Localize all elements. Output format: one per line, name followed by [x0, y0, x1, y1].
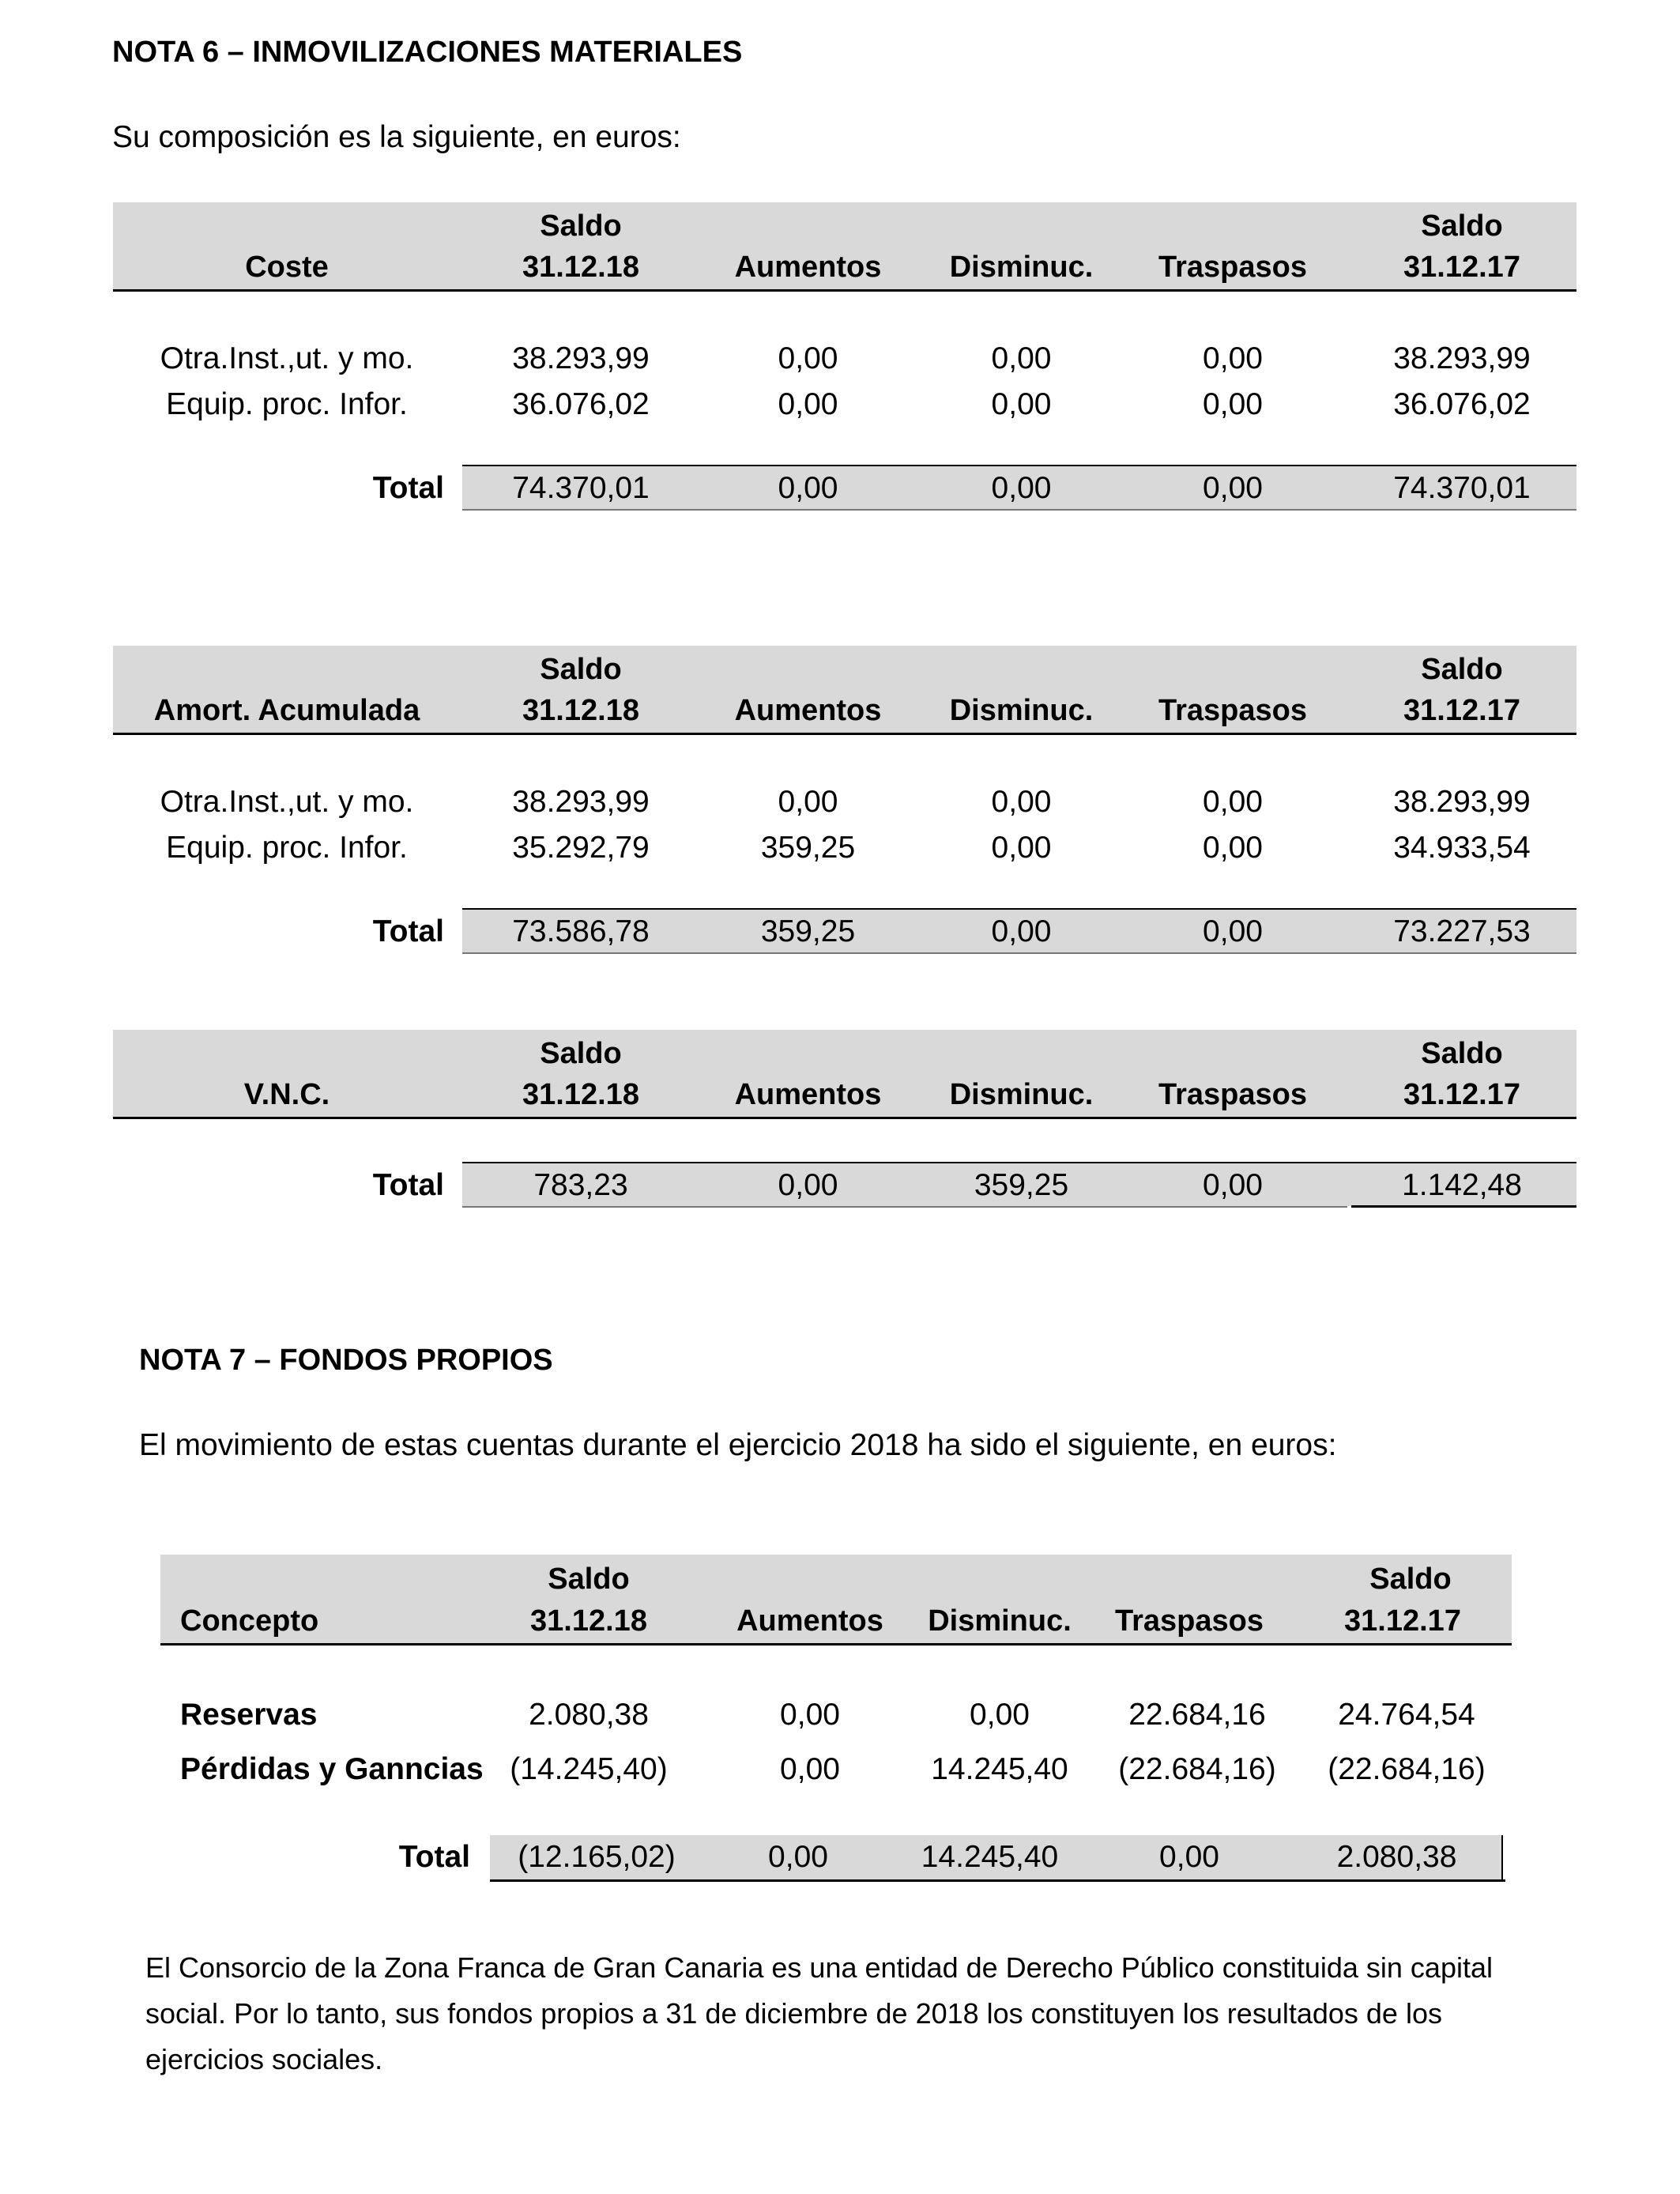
vnc-col-date-b: 31.12.17: [1403, 1078, 1520, 1111]
fondos-cell: (22.684,16): [1118, 1752, 1276, 1786]
footnote-line-1: El Consorcio de la Zona Franca de Gran Canaria es una entidad de Derecho Público constituida sin capital: [145, 1951, 1493, 1984]
coste-header-label: Coste: [245, 251, 329, 284]
fondos-col-saldo-b: [1296, 1559, 1517, 1600]
nota7-title: NOTA 7 – FONDOS PROPIOS: [139, 1344, 553, 1377]
coste-cell: 0,00: [991, 387, 1052, 421]
vnc-header-label: V.N.C.: [243, 1078, 330, 1111]
coste-col-date-b: 31.12.17: [1403, 251, 1520, 284]
vnc-col-traspasos: Traspasos: [1158, 1078, 1307, 1111]
amort-row-label: Equip. proc. Infor.: [166, 831, 408, 865]
fondos-header-rule: [160, 1643, 1512, 1646]
amort-total-cell: 0,00: [1203, 914, 1263, 948]
amort-col-saldo-b: Saldo: [1421, 653, 1503, 686]
vnc-total-cell: 0,00: [1203, 1168, 1263, 1202]
coste-total-cell: 74.370,01: [512, 471, 650, 505]
coste-cell: 36.076,02: [1393, 387, 1531, 421]
coste-header-rule: [113, 289, 1576, 292]
vnc-total-cell: 783,23: [533, 1168, 628, 1202]
coste-total-label: Total: [372, 471, 444, 505]
coste-cell: 0,00: [778, 387, 838, 421]
fondos-total-cell: 14.245,40: [921, 1840, 1059, 1874]
vnc-header-rule: [113, 1117, 1576, 1119]
amort-col-saldo-a: Saldo: [540, 653, 622, 686]
vnc-col-disminuc: Disminuc.: [949, 1078, 1094, 1111]
amort-header-rule: [113, 733, 1576, 735]
amort-total-cell: 359,25: [760, 914, 856, 948]
amort-total-cell: 0,00: [991, 914, 1052, 948]
amort-header-label: Amort. Acumulada: [153, 694, 420, 727]
amort-total-cell: 73.227,53: [1393, 914, 1531, 948]
fondos-cell: 0,00: [780, 1752, 840, 1786]
coste-col-date-a: 31.12.18: [522, 251, 639, 284]
amort-col-date-b: 31.12.17: [1403, 694, 1520, 727]
fondos-row-label: Pérdidas y Ganncias: [180, 1752, 484, 1786]
fondos-total-label: Total: [398, 1840, 470, 1874]
footnote-line-2: social. Por lo tanto, sus fondos propios a 31 de diciembre de 2018 los constituyen los resultados de los: [145, 1997, 1442, 2030]
coste-col-disminuc: Disminuc.: [949, 251, 1094, 284]
coste-col-saldo-b: Saldo: [1421, 209, 1503, 243]
fondos-total-bottom-rule: [490, 1879, 1505, 1882]
amort-cell: 0,00: [778, 785, 838, 819]
fondos-cell: (14.245,40): [510, 1752, 668, 1786]
fondos-cell: 0,00: [780, 1698, 840, 1732]
coste-total-cell: 0,00: [1203, 471, 1263, 505]
fondos-cell: 24.764,54: [1338, 1698, 1475, 1732]
fondos-col-date-a: 31.12.18: [530, 1604, 647, 1638]
vnc-total-label: Total: [372, 1168, 444, 1202]
vnc-total-cell: 1.142,48: [1402, 1168, 1522, 1202]
fondos-col-disminuc: Disminuc.: [928, 1604, 1072, 1638]
footnote-line-3: ejercicios sociales.: [145, 2043, 383, 2075]
coste-cell: 0,00: [1203, 341, 1263, 375]
fondos-cell: 14.245,40: [931, 1752, 1068, 1786]
vnc-col-date-a: 31.12.18: [522, 1078, 639, 1111]
fondos-total-cell: 0,00: [1159, 1840, 1219, 1874]
amort-total-cell: 73.586,78: [512, 914, 650, 948]
vnc-col-aumentos: Aumentos: [734, 1078, 882, 1111]
fondos-row-label: Reservas: [180, 1698, 318, 1732]
coste-cell: 0,00: [991, 341, 1052, 375]
coste-cell: 0,00: [778, 341, 838, 375]
amort-cell: 35.292,79: [512, 831, 650, 865]
amort-total-label: Total: [372, 914, 444, 948]
fondos-col-date-b-text: 31.12.17: [1344, 1604, 1461, 1638]
fondos-col-concepto: Concepto: [180, 1604, 319, 1638]
coste-col-traspasos: Traspasos: [1158, 251, 1307, 284]
fondos-cell: 2.080,38: [529, 1698, 649, 1732]
amort-col-traspasos: Traspasos: [1158, 694, 1307, 727]
fondos-col-traspasos: Traspasos: [1115, 1604, 1264, 1638]
coste-row-label: Otra.Inst.,ut. y mo.: [160, 341, 414, 375]
fondos-col-date-b: [1296, 1600, 1517, 1642]
coste-col-saldo-a: Saldo: [540, 209, 622, 243]
fondos-col-saldo-a: Saldo: [548, 1563, 630, 1596]
amort-col-date-a: 31.12.18: [522, 694, 639, 727]
coste-total-cell: 0,00: [991, 471, 1052, 505]
coste-cell: 38.293,99: [512, 341, 650, 375]
amort-cell: 34.933,54: [1393, 831, 1531, 865]
amort-cell: 0,00: [1203, 785, 1263, 819]
fondos-total-right-edge: [1501, 1835, 1503, 1879]
vnc-total-cell: 0,00: [778, 1168, 838, 1202]
fondos-total-cell: 0,00: [768, 1840, 828, 1874]
coste-row-label: Equip. proc. Infor.: [166, 387, 408, 421]
vnc-col-saldo-a: Saldo: [540, 1037, 622, 1070]
amort-cell: 0,00: [991, 785, 1052, 819]
coste-col-aumentos: Aumentos: [734, 251, 882, 284]
coste-cell: 0,00: [1203, 387, 1263, 421]
fondos-cell: 0,00: [970, 1698, 1030, 1732]
coste-total-cell: 74.370,01: [1393, 471, 1531, 505]
coste-total-cell: 0,00: [778, 471, 838, 505]
amort-col-aumentos: Aumentos: [734, 694, 882, 727]
amort-col-disminuc: Disminuc.: [949, 694, 1094, 727]
amort-cell: 0,00: [991, 831, 1052, 865]
nota6-intro: Su composición es la siguiente, en euros:: [112, 120, 681, 154]
fondos-total-cell: 2.080,38: [1336, 1840, 1457, 1874]
amort-cell: 38.293,99: [1393, 785, 1531, 819]
vnc-col-saldo-b: Saldo: [1421, 1037, 1503, 1070]
fondos-col-aumentos: Aumentos: [736, 1604, 883, 1638]
amort-cell: 0,00: [1203, 831, 1263, 865]
amort-row-label: Otra.Inst.,ut. y mo.: [160, 785, 414, 819]
vnc-total-cell: 359,25: [974, 1168, 1069, 1202]
amort-cell: 38.293,99: [512, 785, 650, 819]
amort-cell: 359,25: [760, 831, 856, 865]
fondos-cell: (22.684,16): [1328, 1752, 1486, 1786]
nota6-title: NOTA 6 – INMOVILIZACIONES MATERIALES: [112, 36, 743, 69]
coste-cell: 36.076,02: [512, 387, 650, 421]
fondos-col-saldo-b-text: Saldo: [1369, 1563, 1452, 1596]
coste-cell: 38.293,99: [1393, 341, 1531, 375]
fondos-total-cell: (12.165,02): [518, 1840, 676, 1874]
fondos-cell: 22.684,16: [1128, 1698, 1266, 1732]
nota7-intro: El movimiento de estas cuentas durante el ejercicio 2018 ha sido el siguiente, en euros:: [139, 1428, 1337, 1462]
